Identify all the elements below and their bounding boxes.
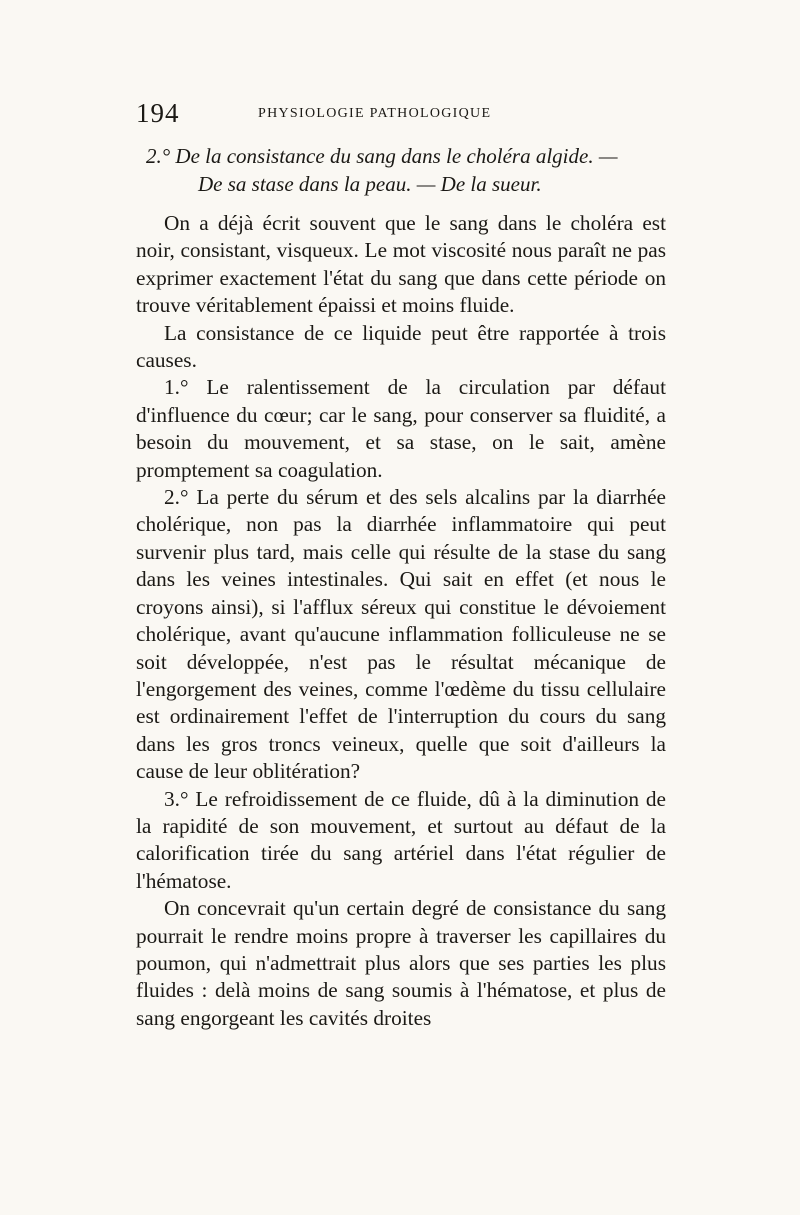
subtitle-line-1: 2.° De la consistance du sang dans le choléra algide. — xyxy=(146,144,618,168)
page-header xyxy=(136,98,666,128)
running-head: PHYSIOLOGIE PATHOLOGIQUE xyxy=(258,106,492,121)
page-number: 194 xyxy=(136,98,180,128)
paragraph: 1.° Le ralentissement de la circulation par défaut d'influence du cœur; car le sang, pour conserver sa fluidité, a besoin du mouvement, et sa stase, on le sait, amène promptement sa coagulation. xyxy=(136,375,666,482)
body-text xyxy=(136,210,666,1032)
paragraph: On a déjà écrit souvent que le sang dans le choléra est noir, consistant, visqueux. Le mot viscosité nous paraît ne pas exprimer exactement l'état du sang que dans cette période on trouve véritablement épaissi et moins fluide. xyxy=(136,211,666,318)
paragraph: On concevrait qu'un certain degré de consistance du sang pourrait le rendre moins propre à traverser les capillaires du poumon, qui n'admettrait plus alors que ses parties les plus fluides : delà moins de sang soumis à l'hématose, et plus de sang engorgeant les cavités droites xyxy=(136,896,666,1030)
paragraph: La consistance de ce liquide peut être rapportée à trois causes. xyxy=(136,320,666,373)
section-subtitle xyxy=(136,142,666,198)
paragraph: 3.° Le refroidissement de ce fluide, dû à la diminution de la rapidité de son mouvement, et surtout au défaut de la calorification tirée du sang artériel dans l'état régulier de l'hématose. xyxy=(136,786,666,893)
subtitle-line-2: De sa stase dans la peau. — De la sueur. xyxy=(198,172,542,196)
paragraph: 2.° La perte du sérum et des sels alcalins par la diarrhée cholérique, non pas la diarrhée inflammatoire qui peut survenir plus tard, mais celle qui résulte de la stase du sang dans les veines intestinales. Qui sait en effet (et nous le croyons ainsi), si l'afflux séreux qui constitue le dévoiement cholérique, avant qu'aucune inflammation folliculeuse ne se soit développée, n'est pas le résultat mécanique de l'engorgement des veines, comme l'œdème du tissu cellulaire est ordinairement l'effet de l'interruption du cours du sang dans les gros troncs veineux, quelle que soit d'ailleurs la cause de leur oblitération? xyxy=(136,485,666,784)
